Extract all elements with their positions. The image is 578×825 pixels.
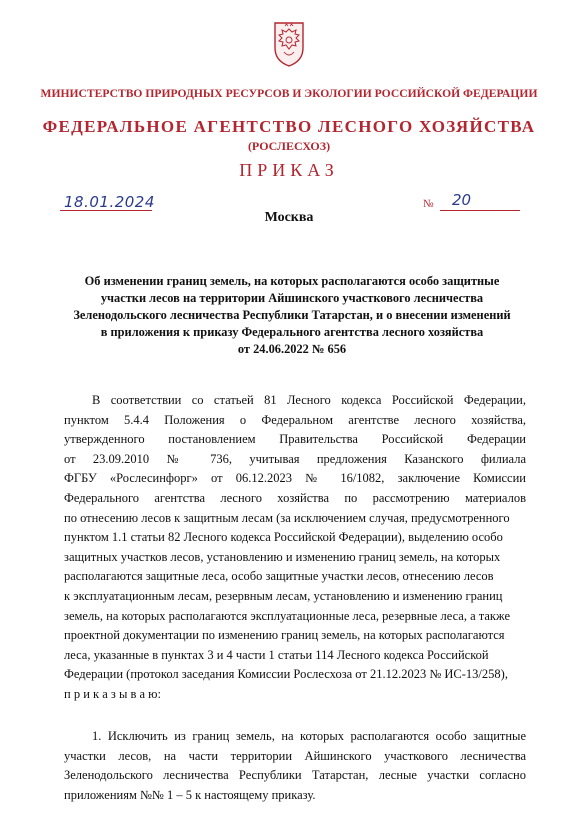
title-line: от 24.06.2022 № 656: [237, 342, 347, 356]
text-line: В соответствии со статьей 81 Лесного кодекса Российской Федерации,: [92, 393, 526, 407]
text-line: леса, указанные в пунктах 3 и 4 части 1 статьи 114 Лесного кодекса Российской: [64, 647, 489, 662]
document-type: ПРИКАЗ: [239, 160, 339, 180]
text-line: по отнесению лесов к защитным лесам (за исключением случая, предусмотренного: [64, 510, 510, 525]
agency-short-name: (РОСЛЕСХОЗ): [247, 139, 331, 153]
text-line: проектной документации по изменению границ земель, на которых располагаются: [64, 628, 505, 643]
text-line: утвержденного постановлением Правительства Российской Федерации: [64, 432, 526, 447]
title-line: участки лесов на территории Айшинского участкового лесничества: [100, 291, 484, 305]
clause-1-paragraph: [64, 727, 526, 805]
text-line: приложениям №№ 1 – 5 к настоящему приказу.: [64, 787, 316, 802]
number-underline: [440, 210, 520, 211]
text-line: пунктом 1.1 статьи 82 Лесного кодекса Российской Федерации), выделению особо: [64, 530, 503, 545]
text-line: располагаются защитные леса, особо защитные участки лесов, отнесению лесов: [64, 569, 494, 584]
title-line: Зеленодольского лесничества Республики Татарстан, и о внесении изменений: [73, 308, 511, 322]
preamble-paragraph: [64, 391, 526, 705]
agency-name: ФЕДЕРАЛЬНОЕ АГЕНТСТВО ЛЕСНОГО ХОЗЯЙСТВА: [42, 117, 536, 136]
text-line: Федерального агентства лесного хозяйства по рассмотрению материалов: [64, 490, 526, 505]
text-line: ФГБУ «Рослесинфорг» от 06.12.2023 № 16/1082, заключение Комиссии: [64, 471, 526, 486]
document-title: [58, 273, 526, 358]
text-line: п р и к а з ы в а ю:: [64, 686, 161, 701]
text-line: Федерации (протокол заседания Комиссии Рослесхоза от 21.12.2023 № ИС-13/258),: [64, 667, 508, 682]
text-line: участки лесов, на части территории Айшинского участкового лесничества: [64, 748, 526, 763]
order-date: 18.01.2024: [64, 193, 155, 211]
text-line: пунктом 5.4.4 Положения о Федеральном агентстве лесного хозяйства,: [64, 412, 526, 427]
text-line: защитных участков лесов, установлению и изменению границ земель, на которых: [64, 549, 501, 564]
text-line: земель, на которых располагаются эксплуатационные леса, резервные леса, а также: [64, 608, 511, 623]
title-line: в приложения к приказу Федерального агентства лесного хозяйства: [100, 325, 484, 339]
number-sign: №: [423, 198, 434, 210]
russian-coat-of-arms-icon: [272, 18, 306, 68]
city: Москва: [264, 210, 314, 225]
text-line: от 23.09.2010 № 736, учитывая предложения Казанского филиала: [64, 451, 526, 466]
text-line: Зеленодольского лесничества Республики Татарстан, лесные участки согласно: [64, 768, 526, 783]
title-line: Об изменении границ земель, на которых располагаются особо защитные: [84, 274, 500, 288]
ministry-name: МИНИСТЕРСТВО ПРИРОДНЫХ РЕСУРСОВ И ЭКОЛОГИИ РОССИЙСКОЙ ФЕДЕРАЦИИ: [40, 87, 538, 100]
order-number: 20: [452, 191, 472, 209]
text-line: к эксплуатационным лесам, резервным лесам, установлению и изменению границ: [64, 588, 503, 603]
text-line: 1. Исключить из границ земель, на которых располагаются особо защитные: [92, 729, 526, 743]
